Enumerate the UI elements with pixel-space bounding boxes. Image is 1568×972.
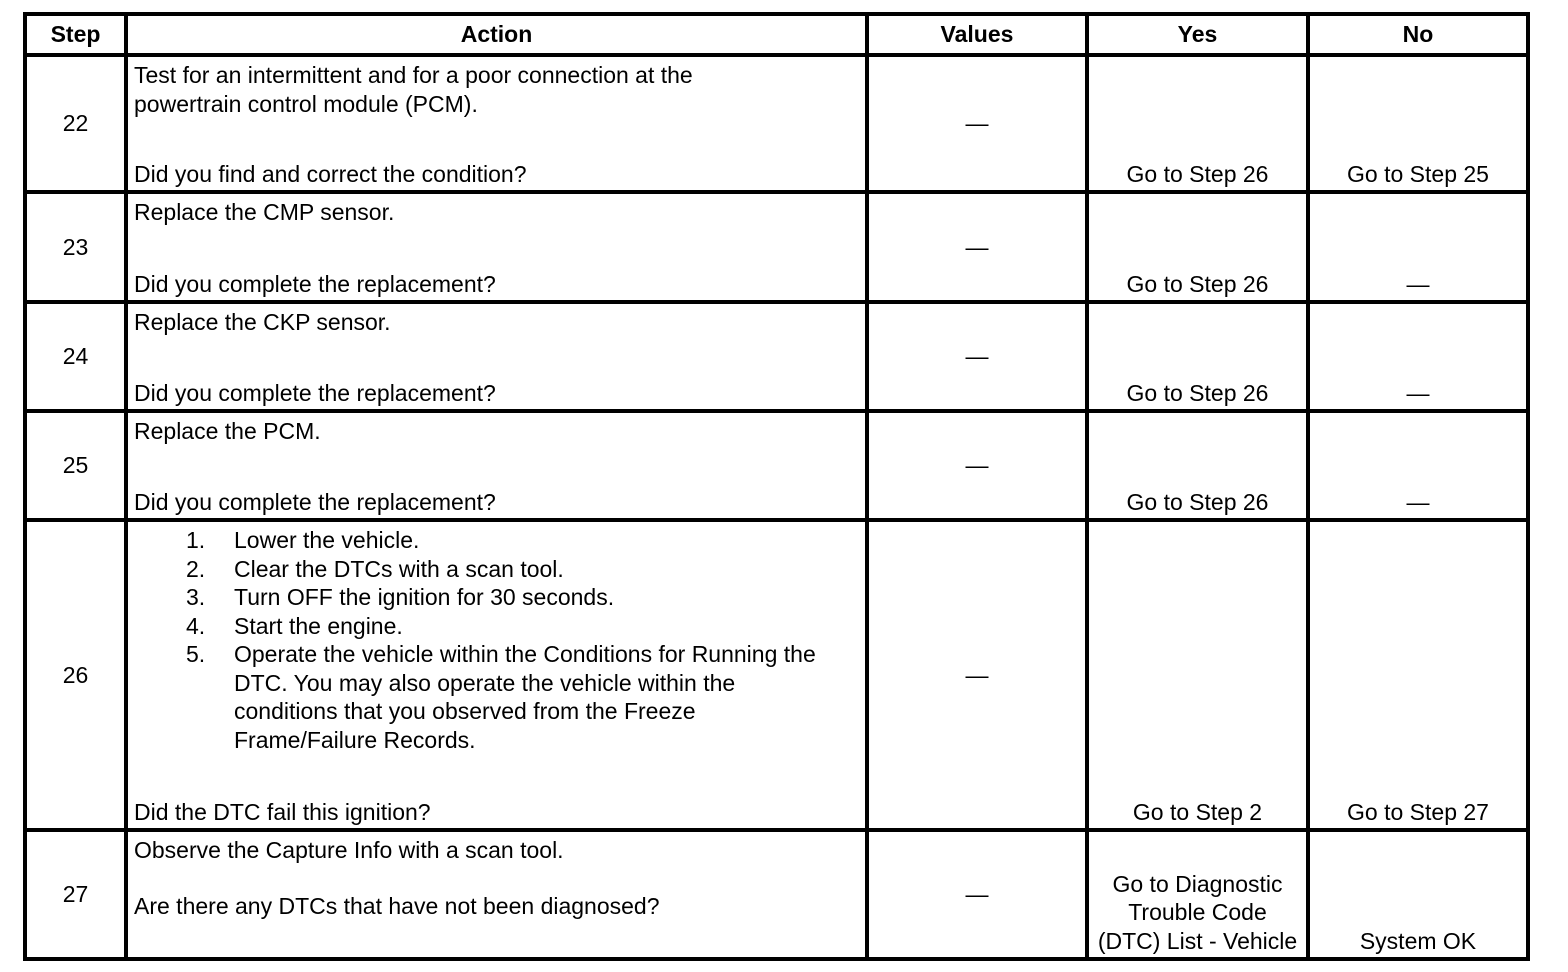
diagnostic-table [23,12,1530,961]
list-item-text: Start the engine. [234,612,403,639]
values-cell: — [867,520,1087,830]
list-item-text: Turn OFF the ignition for 30 seconds. [234,584,615,610]
step-number: 25 [25,411,126,520]
list-item [186,640,859,754]
no-link: — [1308,302,1528,411]
list-item-text: Clear the DTCs with a scan tool. [234,555,564,582]
values-cell: — [867,192,1087,302]
no-link: Go to Step 25 [1308,55,1528,192]
list-item-text: Operate the vehicle within the Conditions for Running the DTC. You may also operate the vehicle within the conditions that you observed from the Freeze Frame/Failure Records. [234,641,816,753]
values-cell: — [867,302,1087,411]
values-cell: — [867,830,1087,959]
list-item [186,526,859,555]
action-text: powertrain control module (PCM). [134,90,478,117]
action-text: Observe the Capture Info with a scan tool. [134,837,564,863]
step-number: 26 [25,520,126,830]
table-row [25,192,1528,302]
no-link: — [1308,411,1528,520]
list-item-number: 2. [186,555,206,582]
list-item-number: 4. [186,612,206,639]
list-item [186,555,859,584]
no-link: System OK [1308,830,1528,959]
header-no: No [1308,14,1528,55]
action-cell [126,192,867,302]
action-text: Replace the CKP sensor. [134,309,391,335]
header-values: Values [867,14,1087,55]
list-item-number: 1. [186,527,206,553]
table-row [25,830,1528,959]
values-cell: — [867,55,1087,192]
table-row [25,411,1528,520]
list-item-text: Lower the vehicle. [234,527,420,553]
action-cell [126,411,867,520]
step-number: 24 [25,302,126,411]
action-question: Did you complete the replacement? [134,488,496,515]
table-row [25,302,1528,411]
action-cell [126,302,867,411]
table-row [25,55,1528,192]
action-question: Are there any DTCs that have not been diagnosed? [134,892,660,919]
action-question: Did you complete the replacement? [134,270,496,297]
procedure-list [134,526,859,754]
action-cell [126,520,867,830]
step-number: 27 [25,830,126,959]
yes-link: Go to Step 26 [1087,411,1308,520]
step-number: 23 [25,192,126,302]
list-item-number: 5. [186,641,206,667]
action-text: Replace the CMP sensor. [134,199,395,225]
yes-link [1087,830,1308,959]
list-item [186,612,859,641]
yes-link: Go to Step 26 [1087,192,1308,302]
action-text: Replace the PCM. [134,418,321,444]
action-cell [126,830,867,959]
list-item-number: 3. [186,584,206,610]
yes-link: Go to Step 26 [1087,55,1308,192]
action-question: Did you complete the replacement? [134,379,496,406]
list-item [186,583,859,612]
header-yes: Yes [1087,14,1308,55]
table-row [25,520,1528,830]
header-action: Action [126,14,867,55]
action-question: Did the DTC fail this ignition? [134,798,431,825]
no-link: — [1308,192,1528,302]
no-link: Go to Step 27 [1308,520,1528,830]
yes-link: Go to Step 26 [1087,302,1308,411]
action-question: Did you find and correct the condition? [134,160,527,187]
action-text: Test for an intermittent and for a poor connection at the [134,62,693,88]
header-step: Step [25,14,126,55]
header-row [25,14,1528,55]
step-number: 22 [25,55,126,192]
action-cell [126,55,867,192]
values-cell: — [867,411,1087,520]
yes-link: Go to Step 2 [1087,520,1308,830]
yes-link-text: Go to Diagnostic Trouble Code (DTC) List - Vehicle [1097,870,1298,954]
